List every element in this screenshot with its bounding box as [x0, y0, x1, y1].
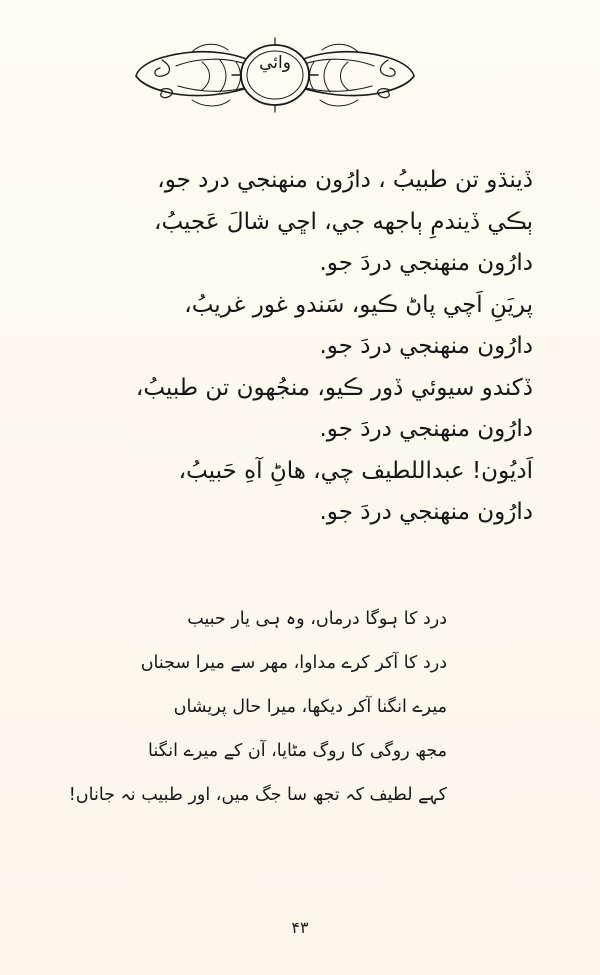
sindhi-line: اَديُون! عبداللطيف چي، هاڻِ آهِ حَبيبُ،	[178, 457, 533, 484]
urdu-line: میرے انگنا آکر دیکھا، میرا حال پریشاں	[173, 697, 447, 717]
sindhi-refrain-line: دارُون منهنجي دردَ جو.	[319, 250, 533, 276]
urdu-line: کہے لطیف کہ تجھ سا جگ میں، اور طبیب نہ جاناں!	[68, 785, 447, 805]
sindhi-refrain-line: دارُون منهنجي دردَ جو.	[319, 416, 533, 442]
sindhi-line: ڏکندو سيوئي ڏور ڪيو، منجُھون تن طبيبُ،	[135, 374, 533, 401]
sindhi-refrain-line: دارُون منهنجي دردَ جو.	[319, 333, 533, 359]
urdu-translation	[68, 597, 447, 817]
sindhi-line: ٻڪي ڏيندمِ ٻاجهه جي، اڇي شالَ عَجيبُ،	[154, 208, 533, 235]
urdu-line: مجھ روگی کا روگ مٹایا، آن کے میرے انگنا	[148, 741, 447, 761]
poem-heading: وائي	[259, 53, 291, 73]
header-ornament	[132, 30, 418, 120]
sindhi-refrain-line: دارُون منهنجي دردَ جو.	[319, 499, 533, 525]
sindhi-line: ڏينڌو تن طبيبُ ، دارُون منهنجي درد جو،	[157, 167, 533, 193]
urdu-line: درد کا ہوگا درماں، وہ ہی یار حبیب	[187, 609, 447, 629]
urdu-line: درد کا آکر کرے مداوا، مھر سے میرا سجناں	[140, 653, 447, 673]
sindhi-line: پريَنِ اَچي پاڻ ڪيو، سَندو غور غريبُ،	[184, 291, 533, 318]
sindhi-poem	[63, 160, 533, 534]
page-number: ۴۳	[291, 918, 309, 937]
